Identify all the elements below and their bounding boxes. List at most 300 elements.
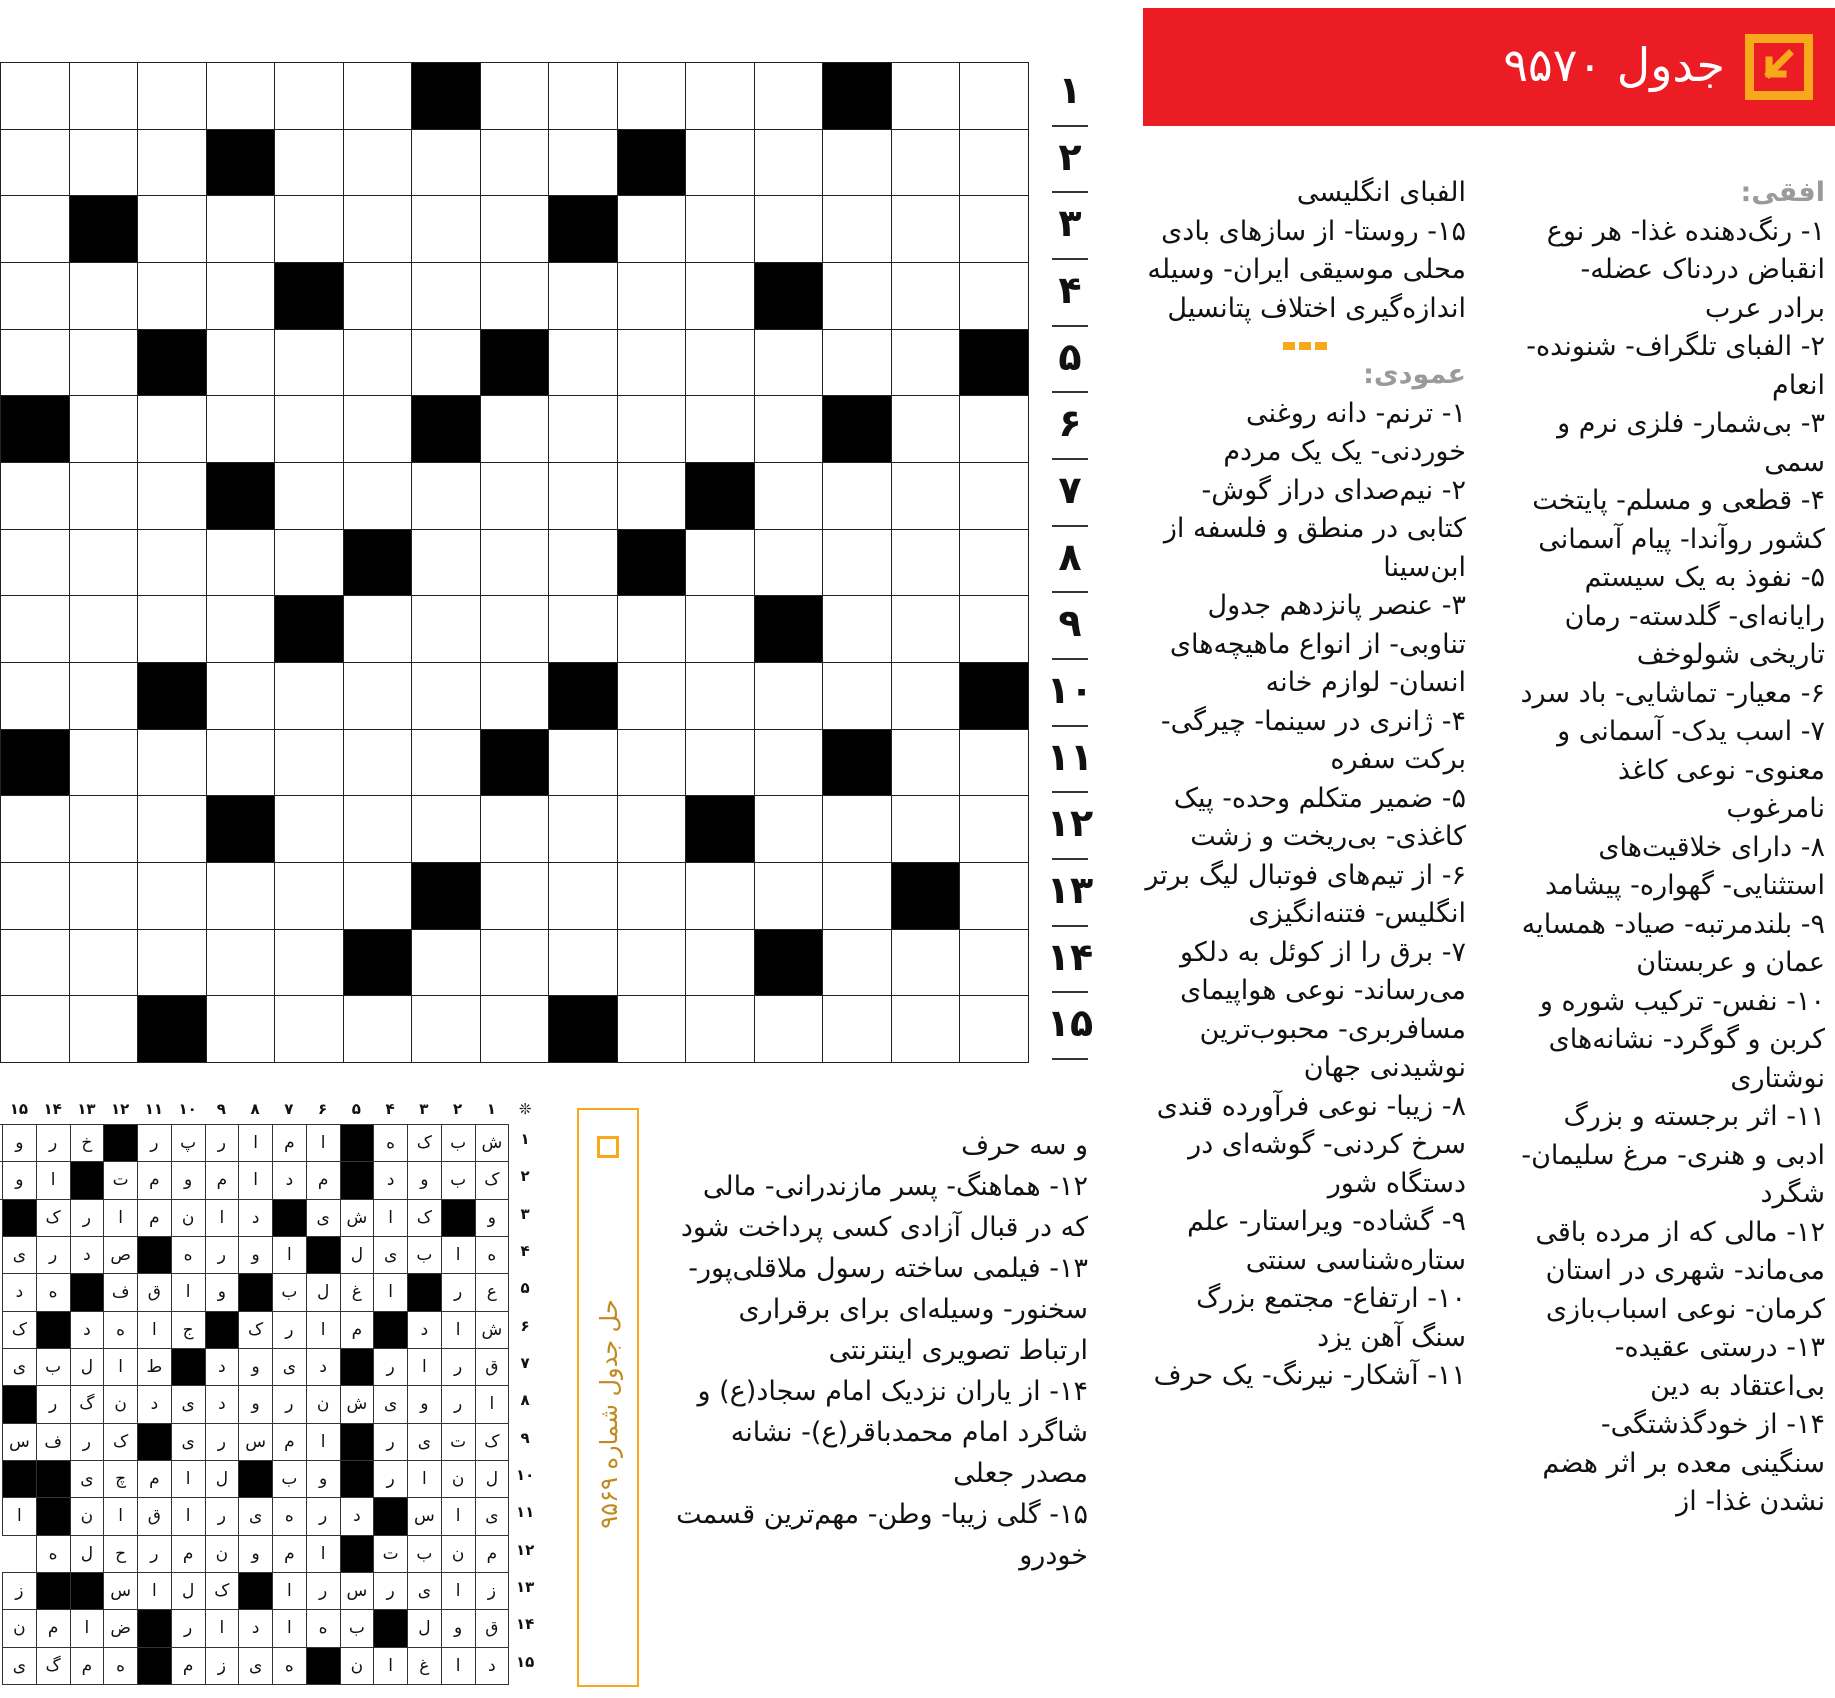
grid-cell[interactable] (69, 395, 139, 463)
grid-cell[interactable] (959, 462, 1029, 530)
grid-cell[interactable] (411, 929, 481, 997)
grid-cell[interactable] (69, 662, 139, 730)
solution-cell: غ (407, 1647, 442, 1685)
grid-cell[interactable] (411, 462, 481, 530)
grid-cell[interactable] (206, 862, 276, 930)
grid-cell[interactable] (754, 462, 824, 530)
solution-cell: ل (475, 1460, 510, 1498)
solution-black-cell (407, 1273, 442, 1311)
solution-cell: ل (70, 1535, 105, 1573)
solution-row-label: ۷ (520, 1354, 530, 1372)
grid-black-cell (343, 529, 413, 597)
solution-cell: ن (2, 1609, 37, 1647)
row-number: ۱ (1040, 68, 1100, 112)
grid-cell[interactable] (822, 995, 892, 1063)
grid-cell[interactable] (617, 395, 687, 463)
grid-cell[interactable] (206, 662, 276, 730)
grid-cell[interactable] (617, 262, 687, 330)
grid-cell[interactable] (69, 795, 139, 863)
grid-cell[interactable] (822, 262, 892, 330)
grid-cell[interactable] (343, 462, 413, 530)
grid-cell[interactable] (480, 795, 550, 863)
grid-cell[interactable] (137, 129, 207, 197)
solution-cell: ر (137, 1124, 172, 1162)
solution-cell: د (205, 1348, 240, 1386)
solution-corner: ❊ (518, 1100, 532, 1118)
grid-cell[interactable] (69, 129, 139, 197)
grid-cell[interactable] (69, 862, 139, 930)
grid-cell[interactable] (343, 195, 413, 263)
grid-cell[interactable] (0, 929, 70, 997)
grid-cell[interactable] (548, 729, 618, 797)
grid-cell[interactable] (617, 62, 687, 130)
grid-cell[interactable] (617, 595, 687, 663)
grid-cell[interactable] (685, 195, 755, 263)
grid-cell[interactable] (891, 795, 961, 863)
grid-cell[interactable] (69, 329, 139, 397)
grid-cell[interactable] (343, 262, 413, 330)
grid-cell[interactable] (685, 929, 755, 997)
solution-cell: د (137, 1385, 172, 1423)
grid-cell[interactable] (0, 595, 70, 663)
clue-horizontal: ۱- رنگ‌دهنده غذا- هر نوع انقباض دردناک عضله- برادر عرب (1546, 215, 1825, 324)
grid-cell[interactable] (822, 329, 892, 397)
grid-cell[interactable] (891, 462, 961, 530)
solution-cell: ه (103, 1311, 138, 1349)
solution-cell: ا (306, 1124, 341, 1162)
grid-cell[interactable] (822, 529, 892, 597)
grid-cell[interactable] (617, 195, 687, 263)
grid-cell[interactable] (69, 62, 139, 130)
grid-cell[interactable] (822, 595, 892, 663)
grid-cell[interactable] (822, 129, 892, 197)
grid-cell[interactable] (411, 795, 481, 863)
grid-cell[interactable] (959, 262, 1029, 330)
solution-cell: ب (441, 1124, 476, 1162)
grid-cell[interactable] (274, 995, 344, 1063)
grid-cell[interactable] (891, 62, 961, 130)
grid-cell[interactable] (754, 729, 824, 797)
solution-cell: ن (441, 1535, 476, 1573)
solution-cell: م (272, 1535, 307, 1573)
solution-cell: ج (171, 1311, 206, 1349)
grid-cell[interactable] (274, 929, 344, 997)
solution-cell: ر (272, 1311, 307, 1349)
grid-cell[interactable] (137, 929, 207, 997)
solution-cell: ک (407, 1199, 442, 1237)
grid-cell[interactable] (685, 262, 755, 330)
grid-cell[interactable] (959, 995, 1029, 1063)
grid-cell[interactable] (343, 795, 413, 863)
grid-cell[interactable] (891, 595, 961, 663)
solution-cell: ل (70, 1348, 105, 1386)
grid-black-cell (891, 862, 961, 930)
grid-cell[interactable] (480, 662, 550, 730)
grid-cell[interactable] (411, 995, 481, 1063)
grid-cell[interactable] (480, 529, 550, 597)
clue-horizontal: ۶- معیار- تماشایی- باد سرد (1520, 677, 1825, 709)
row-number: ۱۵ (1040, 1001, 1100, 1045)
solution-black-cell (340, 1423, 375, 1461)
grid-cell[interactable] (548, 329, 618, 397)
grid-cell[interactable] (685, 129, 755, 197)
grid-cell[interactable] (0, 995, 70, 1063)
grid-cell[interactable] (274, 529, 344, 597)
grid-cell[interactable] (685, 62, 755, 130)
grid-cell[interactable] (891, 529, 961, 597)
grid-cell[interactable] (891, 729, 961, 797)
clue-horizontal: ۸- دارای خلاقیت‌های استثنایی- گهواره- پیشامد (1544, 831, 1825, 901)
grid-cell[interactable] (206, 595, 276, 663)
grid-cell[interactable] (0, 129, 70, 197)
grid-cell[interactable] (891, 262, 961, 330)
grid-cell[interactable] (754, 395, 824, 463)
grid-cell[interactable] (822, 662, 892, 730)
grid-black-cell (548, 662, 618, 730)
solution-cell: ک (475, 1161, 510, 1199)
grid-cell[interactable] (548, 462, 618, 530)
grid-cell[interactable] (959, 795, 1029, 863)
solution-col-label: ۱۳ (77, 1100, 96, 1118)
grid-cell[interactable] (274, 195, 344, 263)
grid-cell[interactable] (274, 329, 344, 397)
solution-cell: ر (373, 1423, 408, 1461)
solution-cell: و (2, 1161, 37, 1199)
solution-cell: ر (36, 1236, 71, 1274)
grid-cell[interactable] (343, 329, 413, 397)
grid-cell[interactable] (959, 729, 1029, 797)
grid-cell[interactable] (343, 62, 413, 130)
section-divider-dots (1143, 342, 1466, 350)
grid-cell[interactable] (685, 862, 755, 930)
grid-cell[interactable] (0, 195, 70, 263)
grid-cell[interactable] (480, 995, 550, 1063)
grid-cell[interactable] (617, 462, 687, 530)
solution-title-box (577, 1108, 639, 1687)
grid-cell[interactable] (617, 795, 687, 863)
clues-column-2 (1143, 174, 1466, 1396)
grid-cell[interactable] (685, 395, 755, 463)
grid-cell[interactable] (206, 529, 276, 597)
grid-cell[interactable] (343, 662, 413, 730)
solution-cell: ا (103, 1199, 138, 1237)
solution-black-cell (137, 1236, 172, 1274)
grid-cell[interactable] (0, 862, 70, 930)
solution-cell: ک (103, 1423, 138, 1461)
grid-cell[interactable] (548, 862, 618, 930)
grid-cell[interactable] (548, 129, 618, 197)
grid-cell[interactable] (891, 995, 961, 1063)
grid-cell[interactable] (137, 262, 207, 330)
solution-cell: ل (171, 1572, 206, 1610)
solution-black-cell (103, 1124, 138, 1162)
grid-cell[interactable] (617, 729, 687, 797)
clue-vertical: ۸- زیبا- نوعی فرآورده قندی سرخ کردنی- گوشه‌ای در دستگاه شور (1156, 1090, 1466, 1199)
solution-cell: ا (475, 1385, 510, 1423)
solution-cell: ز (205, 1647, 240, 1685)
solution-cell: و (2, 1124, 37, 1162)
grid-cell[interactable] (0, 462, 70, 530)
solution-cell: ا (441, 1497, 476, 1535)
grid-cell[interactable] (411, 729, 481, 797)
solution-cell: س (103, 1572, 138, 1610)
grid-cell[interactable] (548, 795, 618, 863)
grid-cell[interactable] (480, 129, 550, 197)
grid-cell[interactable] (617, 662, 687, 730)
grid-cell[interactable] (891, 395, 961, 463)
solution-cell: م (475, 1535, 510, 1573)
clue-horizontal: ۲- الفبای تلگراف- شنونده- انعام (1526, 331, 1825, 401)
grid-cell[interactable] (137, 795, 207, 863)
grid-cell[interactable] (137, 529, 207, 597)
grid-cell[interactable] (274, 662, 344, 730)
grid-cell[interactable] (411, 529, 481, 597)
grid-cell[interactable] (617, 862, 687, 930)
grid-black-cell (822, 62, 892, 130)
grid-cell[interactable] (685, 995, 755, 1063)
clue-vertical: ۱۵- گلی زیبا- وطن- مهم‌ترین قسمت خودرو (676, 1499, 1088, 1571)
clue-vertical: ۵- ضمیر متکلم وحده- پیک کاغذی- بی‌ریخت و زشت (1173, 782, 1466, 852)
solution-cell: ب (407, 1236, 442, 1274)
grid-cell[interactable] (891, 195, 961, 263)
grid-cell[interactable] (411, 595, 481, 663)
grid-cell[interactable] (411, 262, 481, 330)
solution-cell: م (171, 1535, 206, 1573)
grid-cell[interactable] (343, 129, 413, 197)
grid-cell[interactable] (137, 395, 207, 463)
grid-cell[interactable] (685, 595, 755, 663)
grid-cell[interactable] (685, 529, 755, 597)
grid-cell[interactable] (822, 862, 892, 930)
grid-cell[interactable] (754, 529, 824, 597)
grid-cell[interactable] (274, 729, 344, 797)
solution-cell: ا (171, 1460, 206, 1498)
solution-col-label: ۲ (453, 1100, 463, 1118)
grid-black-cell (274, 262, 344, 330)
grid-cell[interactable] (0, 62, 70, 130)
grid-cell[interactable] (959, 595, 1029, 663)
grid-black-cell (0, 729, 70, 797)
grid-cell[interactable] (69, 529, 139, 597)
grid-cell[interactable] (274, 795, 344, 863)
solution-black-cell (373, 1609, 408, 1647)
grid-cell[interactable] (343, 729, 413, 797)
solution-cell: ی (373, 1236, 408, 1274)
grid-cell[interactable] (959, 62, 1029, 130)
grid-cell[interactable] (480, 862, 550, 930)
grid-cell[interactable] (343, 995, 413, 1063)
grid-cell[interactable] (617, 995, 687, 1063)
solution-cell: د (238, 1609, 273, 1647)
grid-cell[interactable] (548, 529, 618, 597)
solution-cell: ا (272, 1609, 307, 1647)
row-number: ۱۰ (1040, 668, 1100, 712)
solution-cell: و (306, 1460, 341, 1498)
solution-cell: ا (103, 1348, 138, 1386)
solution-cell: ض (103, 1609, 138, 1647)
solution-cell: ر (441, 1385, 476, 1423)
solution-cell: ا (306, 1423, 341, 1461)
solution-cell: ا (2, 1497, 37, 1535)
solution-cell: و (205, 1273, 240, 1311)
grid-black-cell (548, 195, 618, 263)
grid-cell[interactable] (754, 129, 824, 197)
grid-cell[interactable] (480, 929, 550, 997)
grid-cell[interactable] (548, 929, 618, 997)
grid-cell[interactable] (206, 929, 276, 997)
grid-cell[interactable] (480, 395, 550, 463)
grid-cell[interactable] (206, 262, 276, 330)
row-number: ۱۲ (1040, 801, 1100, 845)
grid-cell[interactable] (0, 529, 70, 597)
grid-cell[interactable] (69, 595, 139, 663)
grid-cell[interactable] (822, 195, 892, 263)
grid-cell[interactable] (137, 862, 207, 930)
grid-cell[interactable] (274, 462, 344, 530)
grid-cell[interactable] (411, 195, 481, 263)
grid-cell[interactable] (480, 62, 550, 130)
grid-cell[interactable] (69, 995, 139, 1063)
grid-cell[interactable] (754, 195, 824, 263)
grid-cell[interactable] (274, 62, 344, 130)
grid-cell[interactable] (137, 595, 207, 663)
grid-cell[interactable] (206, 62, 276, 130)
grid-cell[interactable] (891, 129, 961, 197)
grid-cell[interactable] (891, 929, 961, 997)
page-title: جدول ۹۵۷۰ (1503, 38, 1725, 92)
grid-cell[interactable] (480, 462, 550, 530)
solution-col-label: ۱ (486, 1100, 496, 1118)
grid-cell[interactable] (137, 729, 207, 797)
puzzle-header (1143, 8, 1835, 126)
grid-cell[interactable] (274, 129, 344, 197)
crossword-grid[interactable] (0, 62, 1028, 1062)
grid-cell[interactable] (754, 862, 824, 930)
clue-horizontal: ۱۱- اثر برجسته و بزرگ ادبی و هنری- مرغ سلیمان- شگرد (1521, 1101, 1825, 1209)
grid-cell[interactable] (0, 662, 70, 730)
grid-cell[interactable] (754, 795, 824, 863)
grid-cell[interactable] (69, 929, 139, 997)
solution-cell: د (306, 1348, 341, 1386)
grid-cell[interactable] (617, 929, 687, 997)
grid-cell[interactable] (206, 995, 276, 1063)
grid-cell[interactable] (411, 662, 481, 730)
solution-cell: ش (340, 1385, 375, 1423)
solution-cell: ن (340, 1647, 375, 1685)
clue-vertical: ۷- برق را از کوئل به دلکو می‌رساند- نوعی هواپیمای مسافربری- محبوب‌ترین نوشیدنی جهان (1179, 936, 1466, 1083)
grid-cell[interactable] (137, 195, 207, 263)
grid-cell[interactable] (959, 862, 1029, 930)
grid-cell[interactable] (0, 329, 70, 397)
solution-cell: ا (272, 1572, 307, 1610)
solution-black-cell (137, 1609, 172, 1647)
grid-cell[interactable] (548, 262, 618, 330)
grid-cell[interactable] (548, 395, 618, 463)
clue-vertical: ۱۲- هماهنگ- پسر مازندرانی- مالی که در قبال آزادی کسی پرداخت شود (680, 1171, 1088, 1243)
row-number: ۴ (1040, 268, 1100, 312)
solution-cell: م (137, 1460, 172, 1498)
grid-cell[interactable] (0, 795, 70, 863)
grid-cell[interactable] (685, 729, 755, 797)
solution-cell: ا (373, 1647, 408, 1685)
solution-cell: ع (475, 1273, 510, 1311)
solution-col-label: ۷ (284, 1100, 294, 1118)
solution-cell: ر (70, 1199, 105, 1237)
clue-vertical: ۱۴- از یاران نزدیک امام سجاد(ع) و شاگرد امام محمدباقر(ع)- نشانه مصدر جعلی (697, 1376, 1088, 1489)
grid-cell[interactable] (69, 262, 139, 330)
grid-cell[interactable] (343, 395, 413, 463)
grid-cell[interactable] (959, 195, 1029, 263)
grid-cell[interactable] (411, 129, 481, 197)
grid-cell[interactable] (206, 729, 276, 797)
grid-cell[interactable] (274, 395, 344, 463)
grid-cell[interactable] (822, 795, 892, 863)
grid-cell[interactable] (617, 329, 687, 397)
solution-cell: ن (205, 1535, 240, 1573)
grid-cell[interactable] (959, 929, 1029, 997)
grid-cell[interactable] (959, 529, 1029, 597)
grid-black-cell (206, 795, 276, 863)
grid-cell[interactable] (548, 62, 618, 130)
clue-horizontal: ۱۰- نفس- ترکیب شوره و کربن و گوگرد- نشانه‌های نوشتاری (1539, 985, 1825, 1094)
grid-cell[interactable] (754, 62, 824, 130)
solution-cell: ب (272, 1273, 307, 1311)
grid-cell[interactable] (754, 662, 824, 730)
grid-cell[interactable] (137, 462, 207, 530)
solution-cell: ه (475, 1236, 510, 1274)
grid-cell[interactable] (480, 595, 550, 663)
solution-cell: د (475, 1647, 510, 1685)
grid-cell[interactable] (69, 462, 139, 530)
grid-cell[interactable] (274, 862, 344, 930)
grid-cell[interactable] (480, 195, 550, 263)
solution-cell: م (340, 1311, 375, 1349)
grid-cell[interactable] (891, 329, 961, 397)
solution-cell: ا (205, 1199, 240, 1237)
grid-black-cell (343, 929, 413, 997)
grid-cell[interactable] (959, 129, 1029, 197)
grid-cell[interactable] (754, 329, 824, 397)
grid-cell[interactable] (137, 62, 207, 130)
grid-cell[interactable] (480, 262, 550, 330)
grid-cell[interactable] (411, 329, 481, 397)
grid-cell[interactable] (206, 395, 276, 463)
grid-black-cell (69, 195, 139, 263)
grid-cell[interactable] (822, 462, 892, 530)
grid-cell[interactable] (891, 662, 961, 730)
grid-cell[interactable] (685, 329, 755, 397)
grid-cell[interactable] (685, 662, 755, 730)
grid-cell[interactable] (69, 729, 139, 797)
grid-cell[interactable] (206, 329, 276, 397)
grid-cell[interactable] (0, 262, 70, 330)
grid-cell[interactable] (959, 395, 1029, 463)
grid-black-cell (617, 129, 687, 197)
clues-horizontal-column (1520, 174, 1825, 1522)
grid-cell[interactable] (343, 862, 413, 930)
solution-cell: ن (306, 1385, 341, 1423)
solution-cell: م (272, 1124, 307, 1162)
grid-cell[interactable] (822, 929, 892, 997)
grid-cell[interactable] (548, 595, 618, 663)
grid-cell[interactable] (206, 195, 276, 263)
grid-black-cell (137, 662, 207, 730)
grid-cell[interactable] (343, 595, 413, 663)
grid-cell[interactable] (754, 995, 824, 1063)
solution-cell: پ (171, 1124, 206, 1162)
solution-cell: غ (340, 1273, 375, 1311)
solution-cell: ی (475, 1497, 510, 1535)
